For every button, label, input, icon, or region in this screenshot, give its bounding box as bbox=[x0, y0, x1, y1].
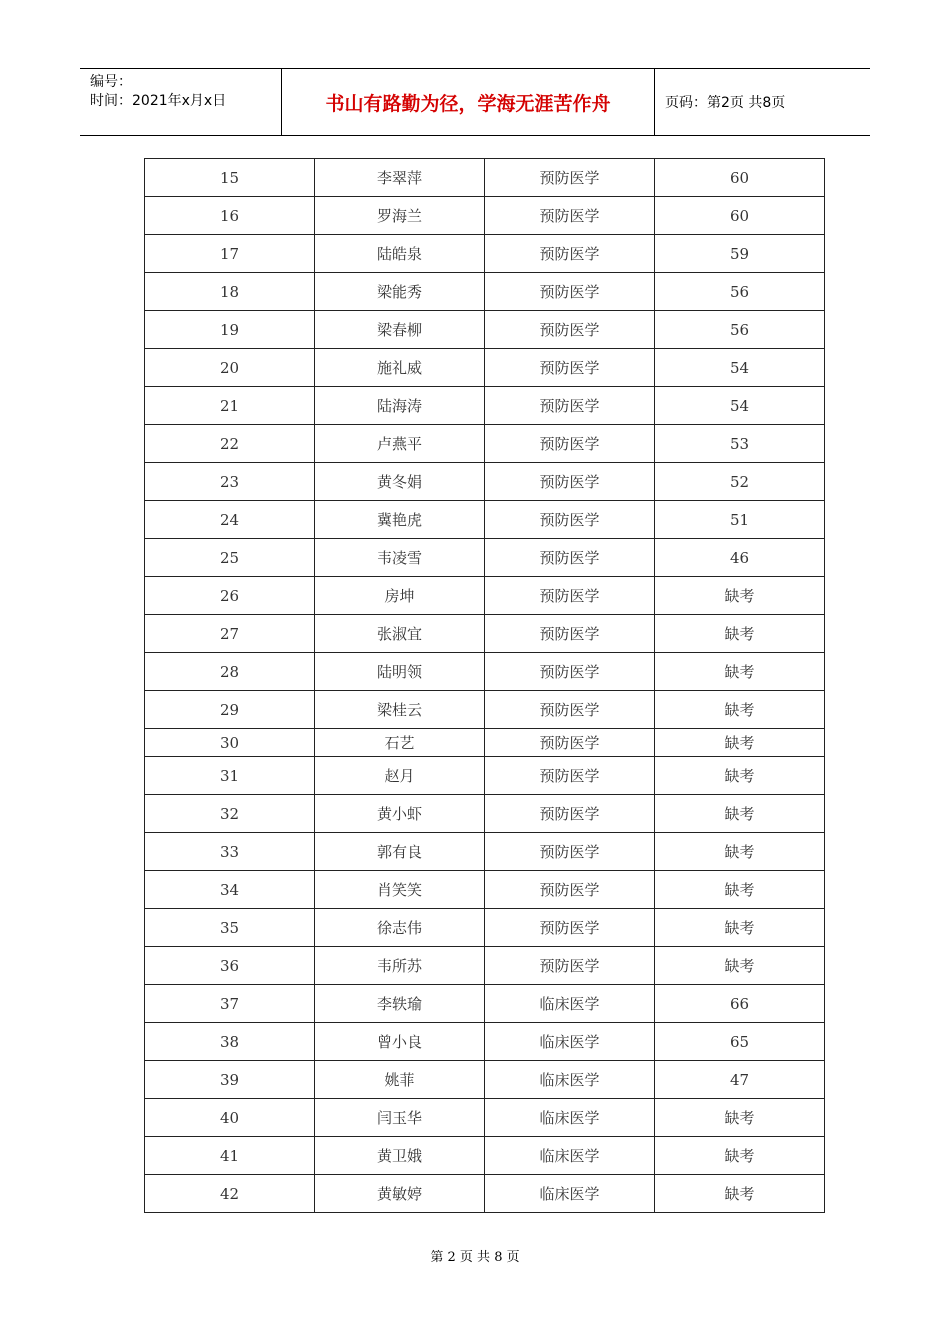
table-row bbox=[145, 1099, 825, 1137]
major-cell: 预防医学 bbox=[485, 909, 655, 947]
table-row bbox=[145, 197, 825, 235]
row-number-cell: 39 bbox=[145, 1061, 315, 1099]
major-cell: 预防医学 bbox=[485, 539, 655, 577]
table-row bbox=[145, 235, 825, 273]
row-number-cell: 37 bbox=[145, 985, 315, 1023]
table-row bbox=[145, 577, 825, 615]
row-number-cell: 26 bbox=[145, 577, 315, 615]
row-number-cell: 31 bbox=[145, 757, 315, 795]
row-number-cell: 32 bbox=[145, 795, 315, 833]
page-header bbox=[80, 68, 870, 136]
score-cell: 缺考 bbox=[655, 1137, 825, 1175]
table-row bbox=[145, 1023, 825, 1061]
student-name-cell: 赵月 bbox=[315, 757, 485, 795]
major-cell: 预防医学 bbox=[485, 729, 655, 757]
student-name-cell: 韦凌雪 bbox=[315, 539, 485, 577]
student-name-cell: 黄冬娟 bbox=[315, 463, 485, 501]
student-name-cell: 李翠萍 bbox=[315, 159, 485, 197]
motto-title: 书山有路勤为径，学海无涯苦作舟 bbox=[282, 69, 655, 135]
student-name-cell: 曾小良 bbox=[315, 1023, 485, 1061]
page-footer: 第 2 页 共 8 页 bbox=[430, 1250, 520, 1265]
row-number-cell: 17 bbox=[145, 235, 315, 273]
score-cell: 缺考 bbox=[655, 729, 825, 757]
student-name-cell: 韦所苏 bbox=[315, 947, 485, 985]
table-row bbox=[145, 729, 825, 757]
score-cell: 缺考 bbox=[655, 653, 825, 691]
table-row bbox=[145, 1137, 825, 1175]
table-row bbox=[145, 463, 825, 501]
student-name-cell: 闫玉华 bbox=[315, 1099, 485, 1137]
table-row bbox=[145, 539, 825, 577]
major-cell: 预防医学 bbox=[485, 349, 655, 387]
student-name-cell: 施礼威 bbox=[315, 349, 485, 387]
student-name-cell: 郭有良 bbox=[315, 833, 485, 871]
table-row bbox=[145, 387, 825, 425]
major-cell: 预防医学 bbox=[485, 577, 655, 615]
score-cell: 65 bbox=[655, 1023, 825, 1061]
table-row bbox=[145, 1175, 825, 1213]
score-cell: 53 bbox=[655, 425, 825, 463]
score-cell: 缺考 bbox=[655, 1175, 825, 1213]
student-name-cell: 梁桂云 bbox=[315, 691, 485, 729]
score-cell: 54 bbox=[655, 349, 825, 387]
table-row bbox=[145, 311, 825, 349]
table-row bbox=[145, 653, 825, 691]
table-row bbox=[145, 349, 825, 387]
score-cell: 54 bbox=[655, 387, 825, 425]
score-cell: 缺考 bbox=[655, 833, 825, 871]
student-name-cell: 黄敏婷 bbox=[315, 1175, 485, 1213]
student-name-cell: 黄小虾 bbox=[315, 795, 485, 833]
major-cell: 预防医学 bbox=[485, 197, 655, 235]
table-row bbox=[145, 273, 825, 311]
student-name-cell: 陆海涛 bbox=[315, 387, 485, 425]
row-number-cell: 19 bbox=[145, 311, 315, 349]
row-number-cell: 29 bbox=[145, 691, 315, 729]
score-cell: 59 bbox=[655, 235, 825, 273]
major-cell: 预防医学 bbox=[485, 653, 655, 691]
score-cell: 52 bbox=[655, 463, 825, 501]
score-cell: 缺考 bbox=[655, 1099, 825, 1137]
table-row bbox=[145, 985, 825, 1023]
row-number-cell: 23 bbox=[145, 463, 315, 501]
score-cell: 缺考 bbox=[655, 795, 825, 833]
table-row bbox=[145, 757, 825, 795]
number-label: 编号： bbox=[90, 74, 132, 90]
time-label: 时间：2021年x月x日 bbox=[90, 93, 227, 109]
score-cell: 60 bbox=[655, 159, 825, 197]
major-cell: 预防医学 bbox=[485, 501, 655, 539]
student-name-cell: 黄卫娥 bbox=[315, 1137, 485, 1175]
major-cell: 临床医学 bbox=[485, 1061, 655, 1099]
student-name-cell: 梁春柳 bbox=[315, 311, 485, 349]
score-cell: 缺考 bbox=[655, 691, 825, 729]
score-cell: 缺考 bbox=[655, 909, 825, 947]
major-cell: 临床医学 bbox=[485, 1137, 655, 1175]
major-cell: 预防医学 bbox=[485, 833, 655, 871]
page-info: 页码：第2页 共8页 bbox=[665, 95, 786, 111]
major-cell: 预防医学 bbox=[485, 463, 655, 501]
row-number-cell: 40 bbox=[145, 1099, 315, 1137]
score-cell: 46 bbox=[655, 539, 825, 577]
score-cell: 47 bbox=[655, 1061, 825, 1099]
row-number-cell: 20 bbox=[145, 349, 315, 387]
major-cell: 预防医学 bbox=[485, 273, 655, 311]
row-number-cell: 36 bbox=[145, 947, 315, 985]
row-number-cell: 42 bbox=[145, 1175, 315, 1213]
major-cell: 预防医学 bbox=[485, 947, 655, 985]
score-cell: 缺考 bbox=[655, 757, 825, 795]
row-number-cell: 35 bbox=[145, 909, 315, 947]
major-cell: 预防医学 bbox=[485, 795, 655, 833]
table-row bbox=[145, 501, 825, 539]
student-name-cell: 李轶瑜 bbox=[315, 985, 485, 1023]
score-cell: 60 bbox=[655, 197, 825, 235]
student-name-cell: 姚菲 bbox=[315, 1061, 485, 1099]
table-row bbox=[145, 909, 825, 947]
row-number-cell: 30 bbox=[145, 729, 315, 757]
score-cell: 56 bbox=[655, 311, 825, 349]
row-number-cell: 15 bbox=[145, 159, 315, 197]
score-table-body bbox=[145, 159, 825, 1213]
student-name-cell: 陆皓泉 bbox=[315, 235, 485, 273]
student-name-cell: 罗海兰 bbox=[315, 197, 485, 235]
row-number-cell: 27 bbox=[145, 615, 315, 653]
score-cell: 缺考 bbox=[655, 947, 825, 985]
table-row bbox=[145, 1061, 825, 1099]
row-number-cell: 18 bbox=[145, 273, 315, 311]
table-row bbox=[145, 871, 825, 909]
score-cell: 51 bbox=[655, 501, 825, 539]
table-row bbox=[145, 833, 825, 871]
table-row bbox=[145, 425, 825, 463]
table-row bbox=[145, 947, 825, 985]
major-cell: 临床医学 bbox=[485, 1023, 655, 1061]
row-number-cell: 16 bbox=[145, 197, 315, 235]
major-cell: 预防医学 bbox=[485, 311, 655, 349]
table-row bbox=[145, 795, 825, 833]
student-name-cell: 卢燕平 bbox=[315, 425, 485, 463]
student-name-cell: 肖笑笑 bbox=[315, 871, 485, 909]
student-name-cell: 冀艳虎 bbox=[315, 501, 485, 539]
header-meta bbox=[80, 69, 282, 135]
row-number-cell: 28 bbox=[145, 653, 315, 691]
major-cell: 预防医学 bbox=[485, 615, 655, 653]
row-number-cell: 41 bbox=[145, 1137, 315, 1175]
score-cell: 56 bbox=[655, 273, 825, 311]
score-table bbox=[144, 158, 825, 1213]
major-cell: 临床医学 bbox=[485, 1175, 655, 1213]
score-cell: 缺考 bbox=[655, 577, 825, 615]
student-name-cell: 梁能秀 bbox=[315, 273, 485, 311]
table-row bbox=[145, 159, 825, 197]
student-name-cell: 张淑宜 bbox=[315, 615, 485, 653]
row-number-cell: 34 bbox=[145, 871, 315, 909]
table-row bbox=[145, 691, 825, 729]
student-name-cell: 石艺 bbox=[315, 729, 485, 757]
row-number-cell: 33 bbox=[145, 833, 315, 871]
score-cell: 缺考 bbox=[655, 615, 825, 653]
row-number-cell: 25 bbox=[145, 539, 315, 577]
major-cell: 预防医学 bbox=[485, 425, 655, 463]
major-cell: 临床医学 bbox=[485, 985, 655, 1023]
row-number-cell: 21 bbox=[145, 387, 315, 425]
row-number-cell: 22 bbox=[145, 425, 315, 463]
student-name-cell: 徐志伟 bbox=[315, 909, 485, 947]
major-cell: 预防医学 bbox=[485, 159, 655, 197]
major-cell: 预防医学 bbox=[485, 757, 655, 795]
row-number-cell: 38 bbox=[145, 1023, 315, 1061]
major-cell: 预防医学 bbox=[485, 387, 655, 425]
student-name-cell: 房坤 bbox=[315, 577, 485, 615]
score-cell: 缺考 bbox=[655, 871, 825, 909]
student-name-cell: 陆明领 bbox=[315, 653, 485, 691]
major-cell: 临床医学 bbox=[485, 1099, 655, 1137]
score-cell: 66 bbox=[655, 985, 825, 1023]
major-cell: 预防医学 bbox=[485, 871, 655, 909]
table-row bbox=[145, 615, 825, 653]
major-cell: 预防医学 bbox=[485, 691, 655, 729]
row-number-cell: 24 bbox=[145, 501, 315, 539]
major-cell: 预防医学 bbox=[485, 235, 655, 273]
